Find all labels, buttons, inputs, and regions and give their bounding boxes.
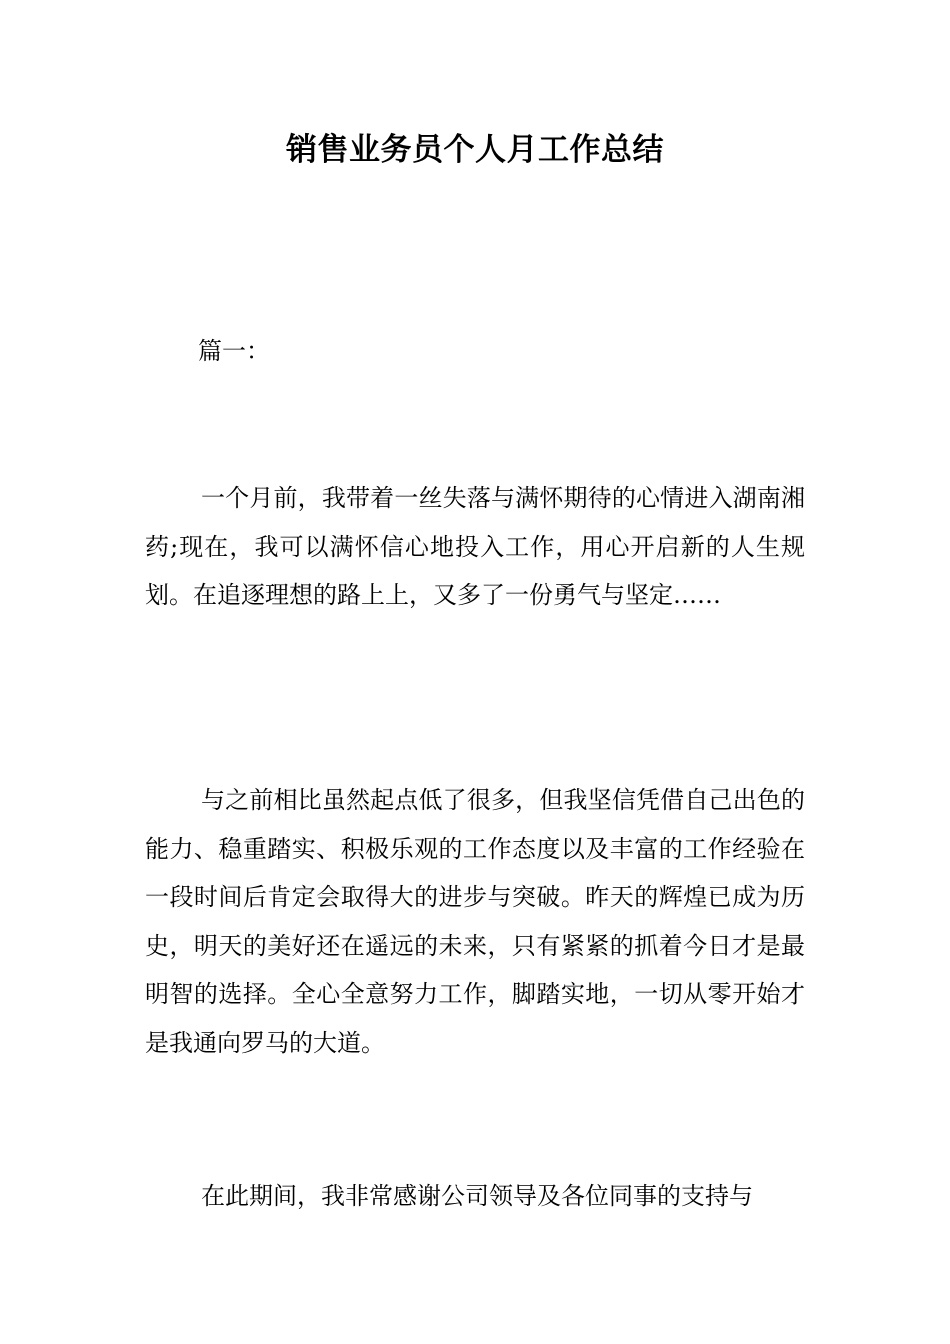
document-title: 销售业务员个人月工作总结 xyxy=(286,132,664,168)
paragraph-3: 在此期间，我非常感谢公司领导及各位同事的支持与 xyxy=(201,1182,753,1210)
section-label: 篇一： xyxy=(198,337,270,365)
paragraph-1: 一个月前，我带着一丝失落与满怀期待的心情进入湖南湘药;现在，我可以满怀信心地投入工作，用心开启新的人生规划。在追逐理想的路上上，又多了一份勇气与坚定…… xyxy=(145,484,805,609)
paragraph-2: 与之前相比虽然起点低了很多，但我坚信凭借自己出色的能力、稳重踏实、积极乐观的工作态度以及丰富的工作经验在一段时间后肯定会取得大的进步与突破。昨天的辉煌已成为历史，明天的美好还在遥远的未来，只有紧紧的抓着今日才是最明智的选择。全心全意努力工作，脚踏实地，一切从零开始才是我通向罗马的大道。 xyxy=(145,786,805,1057)
